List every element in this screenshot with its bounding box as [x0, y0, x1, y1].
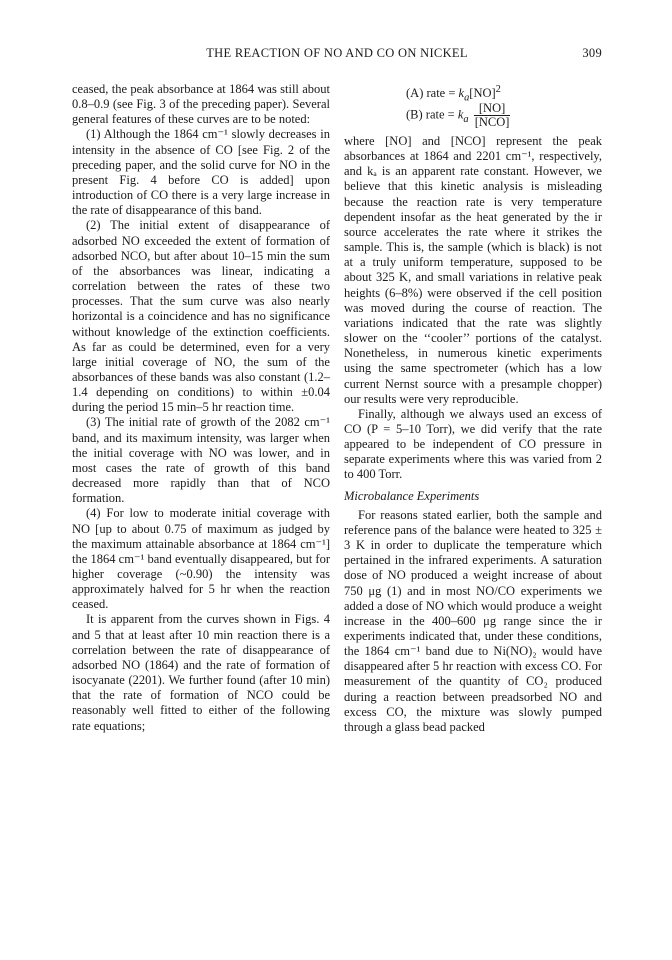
equation-a-exponent: 2: [495, 84, 501, 95]
equation-a-k-subscript: a: [464, 92, 470, 104]
paragraph: It is apparent from the curves shown in Figs. 4 and 5 that at least after 10 min reaction there is a correlation between the rate of disappearance of adsorbed NO (1864) and the rate of formation of isocyanate (2201). We further found (after 10 min) that the rate of formation of NCO could be reasonably well fitted to either of the following rate equations;: [72, 612, 330, 733]
section-heading: Microbalance Experiments: [344, 488, 480, 503]
paragraph: (4) For low to moderate initial coverage with NO [up to about 0.75 of maximum as judged by the maximum attainable absorbance at 1864 cm⁻¹] the 1864 cm⁻¹ band eventually disappeared, but for higher coverage (~0.90) the intensity was approximately halved for 5 hr when the reaction ceased.: [72, 506, 330, 612]
rate-equation-b: [406, 102, 510, 129]
rate-equations: [344, 82, 602, 128]
paragraph: (1) Although the 1864 cm⁻¹ slowly decreases in intensity in the absence of CO [see Fig. 2 of the preceding paper, and the solid curve for NO in the present Fig. 4 before CO is added] upon introduction of CO there is a very large increase in the rate of disappearance of this band.: [72, 127, 330, 218]
paragraph: For reasons stated earlier, both the sample and reference pans of the balance were heated to 325 ± 3 K in order to duplicate the temperature which pertained in the infrared experiments. A saturation dose of NO produced a weight increase of about 750 μg (1) and in most NO/CO experiments we added a dose of NO which would produce a weight increase in the 400–600 μg range since the ir experiments indicated that, under these conditions, the 1864 cm⁻¹ band due to Ni(NO)₂ would have disappeared after 5 hr reaction with excess CO. For measurement of the quantity of CO₂ produced during a reaction between preadsorbed NO and excess CO, the mixture was slowly pumped through a glass bead packed: [344, 507, 602, 734]
equation-a-prefix: (A) rate =: [406, 86, 459, 101]
equation-b-prefix: (B) rate =: [406, 107, 458, 122]
left-column: [72, 82, 330, 734]
paragraph: (3) The initial rate of growth of the 2082 cm⁻¹ band, and its maximum intensity, was larger when the initial coverage with NO was lower, and in most cases the rate of growth of this band decreased more rapidly than that of NCO formation.: [72, 415, 330, 506]
equation-a-term: [NO]: [469, 86, 496, 101]
paragraph: ceased, the peak absorbance at 1864 was still about 0.8–0.9 (see Fig. 3 of the preceding paper). Several general features of these curves are to be noted:: [72, 82, 330, 127]
equation-b-numerator: [NO]: [474, 102, 511, 116]
equation-a-k: k: [458, 86, 465, 101]
right-column: [344, 82, 602, 735]
equation-b-fraction: [474, 102, 511, 129]
equation-b-k: k: [457, 107, 464, 122]
equation-b-denominator: [NCO]: [474, 115, 510, 129]
running-title: THE REACTION OF NO AND CO ON NICKEL: [206, 46, 468, 60]
paragraph: Finally, although we always used an excess of CO (P = 5–10 Torr), we did verify that the rate appeared to be independent of CO pressure in separate experiments where this was varied from 2 to 400 Torr.: [344, 406, 602, 482]
page-number: 309: [582, 46, 602, 60]
page-header: [72, 46, 602, 66]
equation-b-k-subscript: a: [463, 113, 469, 125]
paragraph: (2) The initial extent of disappearance of adsorbed NO exceeded the extent of formation of adsorbed NCO, but after about 10–15 min the sum of the absorbances was linear, indicating a correlation between the rates of these two processes. That the sum curve was also nearly horizontal is a coincidence and has no significance without knowledge of the extinction coefficients. As far as could be determined, even for a very large initial coverage of NO, the sum of the absorbances of these bands was also constant (1.2–1.4 depending on conditions) to within ±0.04 during the period 15 min–5 hr reaction time.: [72, 218, 330, 415]
paragraph: where [NO] and [NCO] represent the peak absorbances at 1864 and 2201 cm⁻¹, respectively, and kₐ is an apparent rate constant. However, we believe that this kinetic analysis is misleading because the reaction rate is very temperature dependent insofar as the heat generated by the ir source accelerates the rate where it strikes the sample. This is, the sample (which is black) is not at a truly uniform temperature, supposed to be about 325 K, and small variations in relative peak heights (6–8%) were observed if the cell position was moved during the course of reaction. The variations indicated that the rate was slightly slower on the ‘‘cooler’’ portions of the catalyst. Nonetheless, in numerous kinetic experiments using the same spectrometer (which has a low current Nernst source with a presample chopper) our results were very reproducible.: [344, 134, 602, 406]
